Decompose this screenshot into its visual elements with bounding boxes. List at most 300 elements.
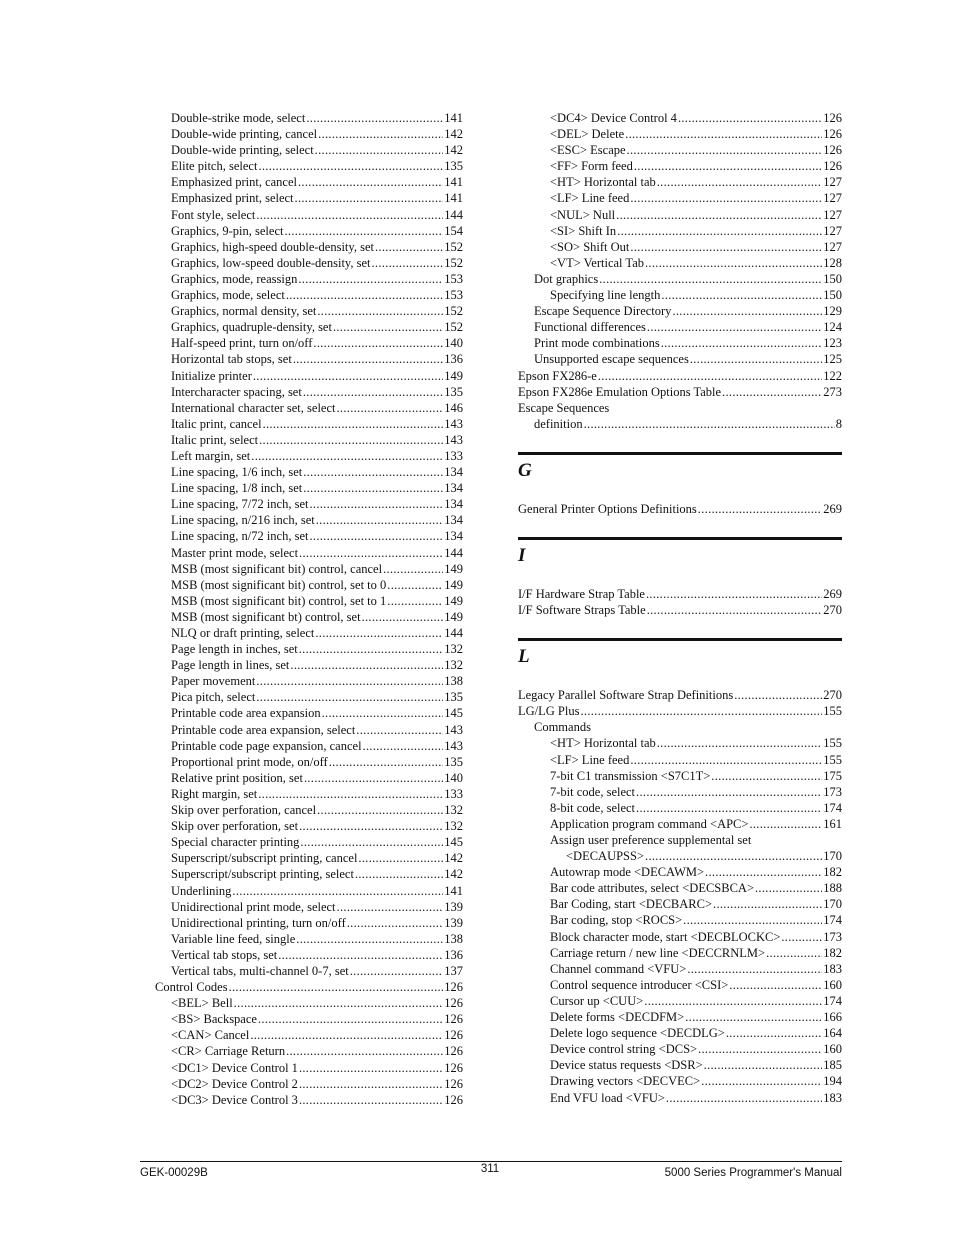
index-entry-page: 143 bbox=[444, 416, 463, 431]
dot-leader bbox=[646, 586, 822, 602]
index-entry-page: 126 bbox=[823, 159, 842, 174]
index-entry-page: 133 bbox=[444, 448, 463, 463]
index-entry-label: Assign user preference supplemental set bbox=[550, 833, 752, 847]
index-entry bbox=[155, 641, 463, 657]
index-entry-page: 144 bbox=[444, 207, 463, 222]
index-entry-label: Underlining bbox=[171, 883, 232, 898]
index-section bbox=[518, 537, 842, 618]
dot-leader bbox=[303, 384, 443, 400]
index-entry-label: Graphics, low-speed double-density, set bbox=[171, 255, 371, 270]
index-entry bbox=[155, 979, 463, 995]
dot-leader bbox=[599, 271, 822, 287]
index-entry bbox=[518, 110, 842, 126]
index-entry-label: <DC1> Device Control 1 bbox=[171, 1060, 298, 1075]
index-entry-label: Line spacing, 7/72 inch, set bbox=[171, 497, 309, 512]
index-entry-label: Printable code area expansion, select bbox=[171, 722, 356, 737]
dot-leader bbox=[734, 687, 822, 703]
dot-leader bbox=[636, 784, 822, 800]
index-entry-page: 135 bbox=[444, 754, 463, 769]
index-entry-page: 140 bbox=[444, 770, 463, 785]
index-entry bbox=[518, 271, 842, 287]
index-entry-page: 143 bbox=[444, 432, 463, 447]
index-entry-label: Specifying line length bbox=[550, 288, 661, 303]
index-entry-page: 144 bbox=[444, 545, 463, 560]
index-entry-page: 136 bbox=[444, 352, 463, 367]
index-entry-page: 126 bbox=[444, 1060, 463, 1075]
index-entry bbox=[518, 784, 842, 800]
index-entry bbox=[155, 303, 463, 319]
dot-leader bbox=[296, 931, 443, 947]
dot-leader bbox=[666, 1090, 822, 1106]
index-entry bbox=[155, 512, 463, 528]
index-entry bbox=[155, 802, 463, 818]
index-entry bbox=[518, 319, 842, 335]
dot-leader bbox=[598, 368, 822, 384]
dot-leader bbox=[630, 752, 822, 768]
index-entry bbox=[155, 319, 463, 335]
index-entry bbox=[155, 190, 463, 206]
index-entry-page: 134 bbox=[444, 497, 463, 512]
index-entry bbox=[155, 335, 463, 351]
index-entry bbox=[518, 287, 842, 303]
dot-leader bbox=[318, 126, 443, 142]
dot-leader bbox=[263, 416, 444, 432]
index-entry bbox=[518, 158, 842, 174]
index-entry bbox=[155, 1060, 463, 1076]
dot-leader bbox=[704, 1057, 823, 1073]
dot-leader bbox=[293, 351, 443, 367]
index-entry-label: Half-speed print, turn on/off bbox=[171, 336, 313, 351]
index-entry bbox=[518, 400, 842, 416]
index-entry-page: 160 bbox=[823, 1042, 842, 1057]
dot-leader bbox=[315, 625, 443, 641]
index-entry bbox=[155, 689, 463, 705]
index-entry bbox=[518, 351, 842, 367]
dot-leader bbox=[313, 335, 443, 351]
dot-leader bbox=[647, 602, 823, 618]
index-entry bbox=[155, 255, 463, 271]
document-number: GEK-00029B bbox=[140, 1167, 208, 1179]
index-entry bbox=[155, 351, 463, 367]
index-entry bbox=[518, 800, 842, 816]
index-entry-page: 269 bbox=[823, 501, 842, 516]
dot-leader bbox=[251, 448, 443, 464]
index-entry bbox=[155, 416, 463, 432]
section-letter: G bbox=[518, 459, 532, 481]
index-entry bbox=[155, 110, 463, 126]
index-entry-page: 173 bbox=[823, 784, 842, 799]
dot-leader bbox=[363, 738, 444, 754]
index-entry-label: Functional differences bbox=[534, 320, 646, 335]
index-entry-label: <NUL> Null bbox=[550, 207, 616, 222]
index-entry bbox=[518, 1025, 842, 1041]
dot-leader bbox=[584, 416, 835, 432]
index-entry bbox=[518, 142, 842, 158]
index-entry-label: Epson FX286-e bbox=[518, 368, 597, 383]
index-entry-label: Italic print, select bbox=[171, 432, 259, 447]
index-continued-entries bbox=[518, 110, 842, 432]
index-entry bbox=[518, 1009, 842, 1025]
dot-leader bbox=[356, 722, 443, 738]
index-entry-page: 174 bbox=[823, 993, 842, 1008]
index-entry-label: 8-bit code, select bbox=[550, 800, 636, 815]
dot-leader bbox=[322, 705, 444, 721]
index-entry-page: 8 bbox=[835, 416, 842, 431]
dot-leader bbox=[298, 271, 443, 287]
index-column-right bbox=[518, 110, 842, 1106]
index-entry-label: Master print mode, select bbox=[171, 545, 299, 560]
index-entry-page: 155 bbox=[823, 752, 842, 767]
index-entry-page: 141 bbox=[444, 191, 463, 206]
index-entry-label: Initialize printer bbox=[171, 368, 252, 383]
dot-leader bbox=[303, 464, 443, 480]
index-entry-page: 152 bbox=[444, 320, 463, 335]
index-entry-label: Pica pitch, select bbox=[171, 690, 256, 705]
index-entry-label: <VT> Vertical Tab bbox=[550, 255, 644, 270]
dot-leader bbox=[685, 1009, 822, 1025]
index-entry-page: 170 bbox=[823, 897, 842, 912]
dot-leader bbox=[647, 319, 822, 335]
index-entry-label: Emphasized print, cancel bbox=[171, 175, 297, 190]
index-entry bbox=[518, 384, 842, 400]
index-entry-page: 153 bbox=[444, 288, 463, 303]
index-entry-page: 135 bbox=[444, 159, 463, 174]
index-entry-page: 175 bbox=[823, 768, 842, 783]
dot-leader bbox=[698, 501, 822, 517]
index-entry-label: Cursor up <CUU> bbox=[550, 993, 644, 1008]
index-entry-label: Print mode combinations bbox=[534, 336, 660, 351]
index-entry bbox=[155, 480, 463, 496]
dot-leader bbox=[229, 979, 444, 995]
index-entry-page: 123 bbox=[823, 336, 842, 351]
index-entry bbox=[155, 931, 463, 947]
dot-leader bbox=[383, 561, 443, 577]
dot-leader bbox=[299, 1092, 443, 1108]
index-entry bbox=[518, 752, 842, 768]
index-entry-page: 152 bbox=[444, 239, 463, 254]
index-entry bbox=[155, 158, 463, 174]
index-entry bbox=[155, 995, 463, 1011]
index-entry-label: Unidirectional print mode, select bbox=[171, 899, 336, 914]
index-entry-page: 174 bbox=[823, 913, 842, 928]
dot-leader bbox=[333, 319, 443, 335]
index-entry-page: 152 bbox=[444, 304, 463, 319]
index-entry-page: 150 bbox=[823, 288, 842, 303]
index-entry-page: 149 bbox=[444, 561, 463, 576]
dot-leader bbox=[258, 158, 443, 174]
index-entry-page: 142 bbox=[444, 851, 463, 866]
index-entry-page: 149 bbox=[444, 609, 463, 624]
index-entry bbox=[518, 368, 842, 384]
index-entry-label: MSB (most significant bit) control, cancel bbox=[171, 561, 383, 576]
index-entry bbox=[155, 866, 463, 882]
page-number: 311 bbox=[480, 1163, 500, 1175]
index-entry-page: 126 bbox=[444, 996, 463, 1011]
index-entry-label: Page length in lines, set bbox=[171, 658, 290, 673]
index-entry-label: MSB (most significant bt) control, set bbox=[171, 609, 361, 624]
index-entry bbox=[518, 239, 842, 255]
index-entry bbox=[518, 602, 842, 618]
dot-leader bbox=[300, 834, 443, 850]
index-entry-label: <DECAUPSS> bbox=[566, 849, 645, 864]
index-entry bbox=[155, 1043, 463, 1059]
dot-leader bbox=[690, 351, 822, 367]
index-entry-label: Drawing vectors <DECVEC> bbox=[550, 1074, 701, 1089]
dot-leader bbox=[661, 335, 823, 351]
index-entry-label: Escape Sequence Directory bbox=[534, 304, 672, 319]
index-entry-label: Italic print, cancel bbox=[171, 416, 262, 431]
dot-leader bbox=[729, 977, 822, 993]
index-entry bbox=[518, 586, 842, 602]
dot-leader bbox=[286, 287, 443, 303]
index-entry-label: Delete forms <DECDFM> bbox=[550, 1010, 685, 1025]
index-entry-label: Graphics, 9-pin, select bbox=[171, 223, 284, 238]
index-entry-page: 136 bbox=[444, 947, 463, 962]
dot-leader bbox=[295, 190, 444, 206]
dot-leader bbox=[672, 303, 822, 319]
index-entry bbox=[155, 287, 463, 303]
index-entry bbox=[155, 899, 463, 915]
index-entry-page: 273 bbox=[823, 384, 842, 399]
dot-leader bbox=[644, 993, 822, 1009]
index-entry-label: NLQ or draft printing, select bbox=[171, 626, 315, 640]
index-entry-page: 127 bbox=[823, 207, 842, 222]
index-entry-label: Line spacing, 1/6 inch, set bbox=[171, 465, 303, 480]
index-entry-label: <CAN> Cancel bbox=[171, 1028, 250, 1043]
index-entry bbox=[155, 368, 463, 384]
index-entry bbox=[155, 528, 463, 544]
dot-leader bbox=[299, 641, 444, 657]
dot-leader bbox=[755, 880, 822, 896]
index-entry-page: 149 bbox=[444, 368, 463, 383]
section-rule bbox=[518, 638, 842, 641]
index-entry-label: <DC4> Device Control 4 bbox=[550, 111, 677, 125]
index-entry-page: 142 bbox=[444, 127, 463, 142]
index-entry bbox=[518, 864, 842, 880]
index-entry bbox=[155, 1092, 463, 1108]
index-entry-label: Dot graphics bbox=[534, 271, 599, 286]
index-entry-page: 126 bbox=[444, 1012, 463, 1027]
index-entry bbox=[155, 174, 463, 190]
index-entry-label: Graphics, mode, reassign bbox=[171, 271, 298, 286]
index-entry bbox=[518, 977, 842, 993]
index-entry-label: <HT> Horizontal tab bbox=[550, 736, 656, 751]
index-entry-page: 126 bbox=[823, 111, 842, 125]
index-entry-label: Device control string <DCS> bbox=[550, 1042, 698, 1057]
index-entry-page: 194 bbox=[823, 1074, 842, 1089]
index-entry-page: 142 bbox=[444, 143, 463, 158]
index-entry bbox=[155, 207, 463, 223]
index-entry-label: Epson FX286e Emulation Options Table bbox=[518, 384, 722, 399]
index-entry-label: Commands bbox=[534, 720, 591, 735]
index-entry bbox=[518, 993, 842, 1009]
dot-leader bbox=[309, 528, 443, 544]
index-entry-label: Autowrap mode <DECAWM> bbox=[550, 865, 705, 880]
dot-leader bbox=[683, 912, 822, 928]
dot-leader bbox=[657, 735, 823, 751]
index-entry-label: 7-bit code, select bbox=[550, 784, 636, 799]
index-entry-label: General Printer Options Definitions bbox=[518, 501, 697, 516]
index-entry-label: <HT> Horizontal tab bbox=[550, 175, 656, 190]
index-entry-label: <CR> Carriage Return bbox=[171, 1044, 286, 1059]
index-entry-label: Variable line feed, single bbox=[171, 931, 296, 946]
index-entry-label: Superscript/subscript printing, cancel bbox=[171, 851, 358, 866]
dot-leader bbox=[657, 174, 823, 190]
dot-leader bbox=[387, 577, 443, 593]
index-entry-page: 143 bbox=[444, 722, 463, 737]
dot-leader bbox=[625, 126, 822, 142]
index-entry-page: 161 bbox=[823, 816, 842, 831]
index-entry-label: <LF> Line feed bbox=[550, 191, 630, 206]
index-entry-label: Horizontal tab stops, set bbox=[171, 352, 292, 367]
index-entry bbox=[155, 239, 463, 255]
index-entry-label: Unidirectional printing, turn on/off bbox=[171, 915, 346, 930]
index-entry-page: 153 bbox=[444, 271, 463, 286]
index-entry-page: 183 bbox=[823, 961, 842, 976]
dot-leader bbox=[713, 896, 822, 912]
index-entry-page: 183 bbox=[823, 1090, 842, 1105]
dot-leader bbox=[701, 1073, 822, 1089]
index-entry-label: Vertical tabs, multi-channel 0-7, set bbox=[171, 963, 349, 978]
dot-leader bbox=[387, 593, 443, 609]
index-entry-page: 135 bbox=[444, 690, 463, 705]
index-entry bbox=[155, 448, 463, 464]
dot-leader bbox=[355, 866, 443, 882]
index-entry-page: 166 bbox=[823, 1010, 842, 1025]
index-entry bbox=[518, 416, 842, 432]
index-entry-page: 152 bbox=[444, 255, 463, 270]
index-entry bbox=[518, 303, 842, 319]
index-entry-page: 138 bbox=[444, 931, 463, 946]
dot-leader bbox=[256, 673, 443, 689]
index-entry bbox=[155, 818, 463, 834]
index-entry-label: Unsupported escape sequences bbox=[534, 352, 689, 367]
index-entry-label: <DEL> Delete bbox=[550, 127, 625, 142]
index-entry-label: Relative print position, set bbox=[171, 770, 303, 785]
dot-leader bbox=[309, 496, 443, 512]
dot-leader bbox=[726, 1025, 822, 1041]
index-entry-label: I/F Software Straps Table bbox=[518, 603, 646, 618]
index-entry-page: 143 bbox=[444, 738, 463, 753]
index-entry-page: 127 bbox=[823, 175, 842, 190]
dot-leader bbox=[253, 368, 443, 384]
index-entry bbox=[518, 880, 842, 896]
index-entry-label: Graphics, normal density, set bbox=[171, 304, 317, 319]
dot-leader bbox=[286, 1043, 443, 1059]
index-entry bbox=[518, 929, 842, 945]
index-entry-label: <BS> Backspace bbox=[171, 1012, 257, 1027]
index-entry-page: 132 bbox=[444, 819, 463, 834]
index-entry bbox=[155, 1076, 463, 1092]
index-entry-page: 122 bbox=[823, 368, 842, 383]
dot-leader bbox=[616, 207, 822, 223]
index-entry bbox=[155, 738, 463, 754]
index-entry bbox=[155, 1011, 463, 1027]
index-entry bbox=[518, 335, 842, 351]
index-entry bbox=[155, 609, 463, 625]
index-entry-page: 124 bbox=[823, 320, 842, 335]
dot-leader bbox=[375, 239, 443, 255]
dot-leader bbox=[258, 1011, 443, 1027]
dot-leader bbox=[627, 142, 823, 158]
dot-leader bbox=[299, 818, 443, 834]
index-entry bbox=[518, 719, 842, 735]
index-entry bbox=[155, 561, 463, 577]
index-entry bbox=[518, 768, 842, 784]
index-entry-page: 173 bbox=[823, 929, 842, 944]
index-entry-label: Font style, select bbox=[171, 207, 256, 222]
dot-leader bbox=[234, 995, 444, 1011]
dot-leader bbox=[256, 207, 443, 223]
index-entry bbox=[518, 816, 842, 832]
index-entry bbox=[518, 126, 842, 142]
dot-leader bbox=[617, 223, 822, 239]
dot-leader bbox=[678, 110, 822, 126]
index-entry bbox=[155, 271, 463, 287]
index-entry-page: 126 bbox=[823, 143, 842, 158]
index-entry-page: 126 bbox=[823, 127, 842, 142]
dot-leader bbox=[698, 1041, 822, 1057]
dot-leader bbox=[645, 848, 822, 864]
index-entry bbox=[155, 577, 463, 593]
index-entry bbox=[155, 625, 463, 641]
index-entry-label: I/F Hardware Strap Table bbox=[518, 586, 645, 601]
index-entry-page: 137 bbox=[444, 963, 463, 978]
index-entry-label: Intercharacter spacing, set bbox=[171, 384, 302, 399]
index-entry-page: 126 bbox=[444, 1092, 463, 1107]
dot-leader bbox=[705, 864, 822, 880]
dot-leader bbox=[315, 142, 444, 158]
index-entry-label: Printable code page expansion, cancel bbox=[171, 738, 362, 753]
index-entry-label: Bar code attributes, select <DECSBCA> bbox=[550, 881, 754, 896]
index-entry bbox=[155, 947, 463, 963]
dot-leader bbox=[284, 223, 443, 239]
index-entry bbox=[155, 464, 463, 480]
index-section bbox=[518, 638, 842, 1105]
index-entry-label: Superscript/subscript printing, select bbox=[171, 867, 354, 882]
index-entry-label: Escape Sequences bbox=[518, 400, 610, 415]
dot-leader bbox=[304, 770, 443, 786]
dot-leader bbox=[250, 1027, 443, 1043]
index-entry-page: 182 bbox=[823, 865, 842, 880]
index-entry-page: 128 bbox=[823, 255, 842, 270]
dot-leader bbox=[329, 754, 444, 770]
index-entry-label: Proportional print mode, on/off bbox=[171, 754, 328, 769]
index-entry-page: 126 bbox=[444, 980, 463, 995]
index-entry-label: Block character mode, start <DECBLOCKC> bbox=[550, 929, 781, 944]
index-entry bbox=[518, 735, 842, 751]
index-entry-label: Application program command <APC> bbox=[550, 816, 749, 831]
index-entry-label: End VFU load <VFU> bbox=[550, 1090, 665, 1105]
index-entry-page: 132 bbox=[444, 803, 463, 818]
dot-leader bbox=[645, 255, 822, 271]
index-entry-label: Graphics, mode, select bbox=[171, 288, 285, 303]
index-entry bbox=[518, 223, 842, 239]
dot-leader bbox=[711, 768, 822, 784]
index-entry-page: 141 bbox=[444, 883, 463, 898]
dot-leader bbox=[749, 816, 822, 832]
index-entry bbox=[518, 190, 842, 206]
index-entry-label: Paper movement bbox=[171, 674, 256, 689]
index-entry-label: <SI> Shift In bbox=[550, 223, 617, 238]
index-entry bbox=[518, 207, 842, 223]
index-entry-label: <ESC> Escape bbox=[550, 143, 626, 158]
index-entry bbox=[518, 501, 842, 517]
dot-leader bbox=[636, 800, 822, 816]
index-entry-label: Bar Coding, start <DECBARC> bbox=[550, 897, 713, 912]
page-footer bbox=[140, 1161, 842, 1179]
index-entry-page: 154 bbox=[444, 223, 463, 238]
